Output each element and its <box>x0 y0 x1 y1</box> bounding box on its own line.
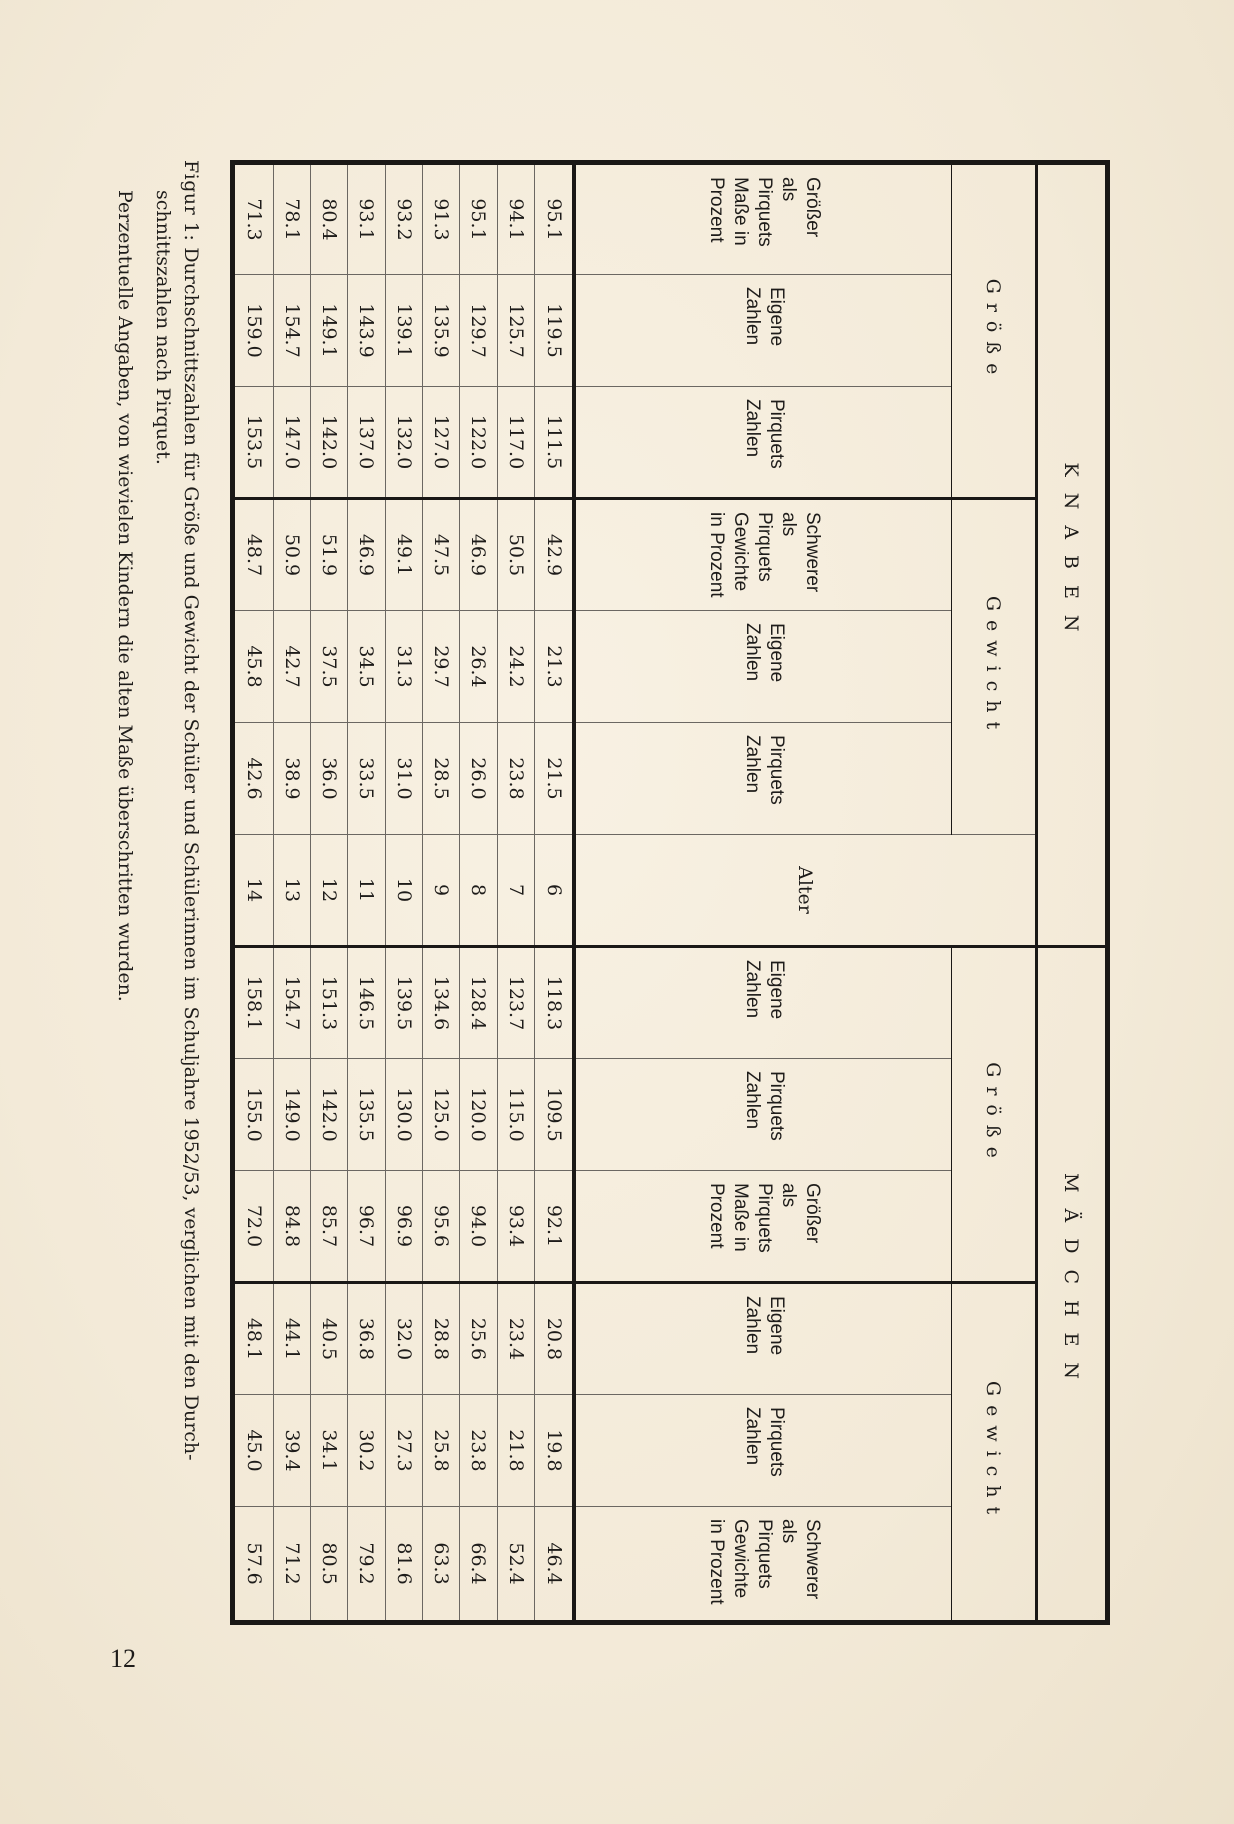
cell-mp: 115.0 <box>497 1059 534 1171</box>
cell-mb: 92.1 <box>534 1171 574 1283</box>
cell-kb: 78.1 <box>273 163 310 275</box>
table-row <box>233 163 274 1623</box>
cell-age: 9 <box>422 835 459 947</box>
cell-mh: 46.4 <box>534 1507 574 1623</box>
table-row <box>534 163 574 1623</box>
table-row <box>422 163 459 1623</box>
cell-mwo: 48.1 <box>233 1283 274 1395</box>
label-girls-size-own: Eigene Zahlen <box>574 947 951 1059</box>
cell-mo: 151.3 <box>311 947 348 1059</box>
cell-age: 14 <box>233 835 274 947</box>
cell-kwp: 33.5 <box>348 723 385 835</box>
label-boys-size-own: Eigene Zahlen <box>574 275 951 387</box>
cell-kp: 122.0 <box>460 387 497 499</box>
cell-kp: 142.0 <box>311 387 348 499</box>
cell-mo: 158.1 <box>233 947 274 1059</box>
cell-mp: 130.0 <box>385 1059 422 1171</box>
rotated-figure <box>110 160 1110 1620</box>
cell-kb: 93.1 <box>348 163 385 275</box>
cell-mb: 93.4 <box>497 1171 534 1283</box>
caption-line-1 <box>177 160 205 1620</box>
cell-kh: 42.9 <box>534 499 574 611</box>
cell-mh: 57.6 <box>233 1507 274 1623</box>
cell-mwp: 30.2 <box>348 1395 385 1507</box>
cell-kb: 94.1 <box>497 163 534 275</box>
cell-mwo: 32.0 <box>385 1283 422 1395</box>
age-column-header <box>574 835 1036 947</box>
cell-kwo: 37.5 <box>311 611 348 723</box>
cell-kh: 47.5 <box>422 499 459 611</box>
cell-kh: 46.9 <box>460 499 497 611</box>
label-girls-size-pirquet: Pirquets Zahlen <box>574 1059 951 1171</box>
girls-size-header: Größe <box>952 947 1036 1283</box>
cell-mb: 96.9 <box>385 1171 422 1283</box>
label-boys-weight-pirquet: Pirquets Zahlen <box>574 723 951 835</box>
cell-age: 12 <box>311 835 348 947</box>
age-label: Alter <box>794 866 817 914</box>
label-girls-heavier: Schwerer als Pirquets Gewichte in Prozent <box>574 1507 951 1623</box>
boys-header: KNABEN <box>1036 163 1107 947</box>
figure-caption <box>111 160 205 1620</box>
cell-mp: 125.0 <box>422 1059 459 1171</box>
cell-mwo: 25.6 <box>460 1283 497 1395</box>
cell-kh: 49.1 <box>385 499 422 611</box>
cell-kh: 46.9 <box>348 499 385 611</box>
cell-kwp: 31.0 <box>385 723 422 835</box>
cell-mwp: 34.1 <box>311 1395 348 1507</box>
cell-mb: 85.7 <box>311 1171 348 1283</box>
table-row <box>385 163 422 1623</box>
cell-kh: 50.9 <box>273 499 310 611</box>
cell-kp: 147.0 <box>273 387 310 499</box>
table-row <box>348 163 385 1623</box>
table-row <box>460 163 497 1623</box>
cell-kp: 111.5 <box>534 387 574 499</box>
cell-mp: 149.0 <box>273 1059 310 1171</box>
label-girls-weight-pirquet: Pirquets Zahlen <box>574 1395 951 1507</box>
cell-mo: 154.7 <box>273 947 310 1059</box>
cell-mwp: 19.8 <box>534 1395 574 1507</box>
girls-weight-header: Gewicht <box>952 1283 1036 1623</box>
cell-mwo: 23.4 <box>497 1283 534 1395</box>
cell-mp: 135.5 <box>348 1059 385 1171</box>
cell-ko: 125.7 <box>497 275 534 387</box>
data-rows <box>233 163 575 1623</box>
cell-kwp: 38.9 <box>273 723 310 835</box>
table-row <box>497 163 534 1623</box>
page-number: 12 <box>110 1644 136 1673</box>
cell-ko: 129.7 <box>460 275 497 387</box>
cell-mh: 63.3 <box>422 1507 459 1623</box>
cell-kp: 137.0 <box>348 387 385 499</box>
table-row <box>273 163 310 1623</box>
cell-kwp: 21.5 <box>534 723 574 835</box>
cell-mo: 118.3 <box>534 947 574 1059</box>
cell-ko: 149.1 <box>311 275 348 387</box>
gender-header-row <box>1036 163 1107 1623</box>
table-row <box>311 163 348 1623</box>
cell-kh: 48.7 <box>233 499 274 611</box>
cell-mwo: 36.8 <box>348 1283 385 1395</box>
label-boys-heavier: Schwerer als Pirquets Gewichte in Prozent <box>574 499 951 611</box>
girls-header: MÄDCHEN <box>1036 947 1107 1623</box>
cell-mwp: 23.8 <box>460 1395 497 1507</box>
cell-age: 8 <box>460 835 497 947</box>
cell-mwo: 28.8 <box>422 1283 459 1395</box>
cell-ko: 139.1 <box>385 275 422 387</box>
cell-kwo: 42.7 <box>273 611 310 723</box>
cell-kwo: 34.5 <box>348 611 385 723</box>
cell-age: 10 <box>385 835 422 947</box>
cell-age: 11 <box>348 835 385 947</box>
group-header-row <box>952 163 1036 1623</box>
cell-mh: 80.5 <box>311 1507 348 1623</box>
cell-mh: 79.2 <box>348 1507 385 1623</box>
cell-ko: 159.0 <box>233 275 274 387</box>
caption-line-3: Perzentuelle Angaben, von wievielen Kindern die alten Maße überschritten wurden. <box>114 190 136 1002</box>
cell-mh: 81.6 <box>385 1507 422 1623</box>
cell-mp: 155.0 <box>233 1059 274 1171</box>
cell-mh: 71.2 <box>273 1507 310 1623</box>
label-girls-bigger: Größer als Pirquets Maße in Prozent <box>574 1171 951 1283</box>
caption-line-2: schnittszahlen nach Pirquet. <box>152 190 174 465</box>
growth-table <box>230 160 1110 1625</box>
cell-kp: 132.0 <box>385 387 422 499</box>
cell-kwo: 26.4 <box>460 611 497 723</box>
cell-kwo: 31.3 <box>385 611 422 723</box>
cell-kb: 80.4 <box>311 163 348 275</box>
cell-kb: 93.2 <box>385 163 422 275</box>
cell-mo: 134.6 <box>422 947 459 1059</box>
cell-kp: 153.5 <box>233 387 274 499</box>
cell-mwp: 45.0 <box>233 1395 274 1507</box>
cell-kwo: 29.7 <box>422 611 459 723</box>
cell-mb: 84.8 <box>273 1171 310 1283</box>
cell-kwo: 21.3 <box>534 611 574 723</box>
cell-age: 13 <box>273 835 310 947</box>
cell-age: 7 <box>497 835 534 947</box>
cell-mwp: 25.8 <box>422 1395 459 1507</box>
cell-kwp: 28.5 <box>422 723 459 835</box>
cell-mb: 95.6 <box>422 1171 459 1283</box>
cell-kwp: 23.8 <box>497 723 534 835</box>
cell-mp: 142.0 <box>311 1059 348 1171</box>
cell-ko: 135.9 <box>422 275 459 387</box>
cell-kh: 51.9 <box>311 499 348 611</box>
cell-kb: 95.1 <box>460 163 497 275</box>
boys-size-header: Größe <box>952 163 1036 499</box>
cell-mp: 109.5 <box>534 1059 574 1171</box>
cell-kwp: 26.0 <box>460 723 497 835</box>
cell-mwp: 21.8 <box>497 1395 534 1507</box>
cell-mb: 96.7 <box>348 1171 385 1283</box>
cell-kb: 91.3 <box>422 163 459 275</box>
cell-kp: 117.0 <box>497 387 534 499</box>
cell-mo: 146.5 <box>348 947 385 1059</box>
cell-ko: 143.9 <box>348 275 385 387</box>
label-girls-weight-own: Eigene Zahlen <box>574 1283 951 1395</box>
cell-mwp: 39.4 <box>273 1395 310 1507</box>
cell-ko: 119.5 <box>534 275 574 387</box>
label-boys-weight-own: Eigene Zahlen <box>574 611 951 723</box>
cell-mp: 120.0 <box>460 1059 497 1171</box>
cell-kh: 50.5 <box>497 499 534 611</box>
cell-mo: 128.4 <box>460 947 497 1059</box>
caption-text-1: Durchschnittszahlen für Größe und Gewicht der Schüler und Schülerinnen im Schuljahre 1952/53, verglichen mit den Durch- <box>180 247 202 1461</box>
cell-mh: 66.4 <box>460 1507 497 1623</box>
cell-mwo: 20.8 <box>534 1283 574 1395</box>
cell-mwo: 40.5 <box>311 1283 348 1395</box>
cell-mb: 94.0 <box>460 1171 497 1283</box>
cell-kwp: 42.6 <box>233 723 274 835</box>
cell-mo: 123.7 <box>497 947 534 1059</box>
cell-kp: 127.0 <box>422 387 459 499</box>
cell-age: 6 <box>534 835 574 947</box>
cell-mb: 72.0 <box>233 1171 274 1283</box>
cell-kwo: 24.2 <box>497 611 534 723</box>
label-boys-size-pirquet: Pirquets Zahlen <box>574 387 951 499</box>
cell-mwp: 27.3 <box>385 1395 422 1507</box>
caption-prefix: Figur 1: <box>180 160 202 242</box>
cell-mwo: 44.1 <box>273 1283 310 1395</box>
cell-mh: 52.4 <box>497 1507 534 1623</box>
cell-kwp: 36.0 <box>311 723 348 835</box>
cell-ko: 154.7 <box>273 275 310 387</box>
cell-kb: 95.1 <box>534 163 574 275</box>
cell-mo: 139.5 <box>385 947 422 1059</box>
boys-weight-header: Gewicht <box>952 499 1036 835</box>
cell-kb: 71.3 <box>233 163 274 275</box>
label-boys-bigger: Größer als Pirquets Maße in Prozent <box>574 163 951 275</box>
cell-kwo: 45.8 <box>233 611 274 723</box>
